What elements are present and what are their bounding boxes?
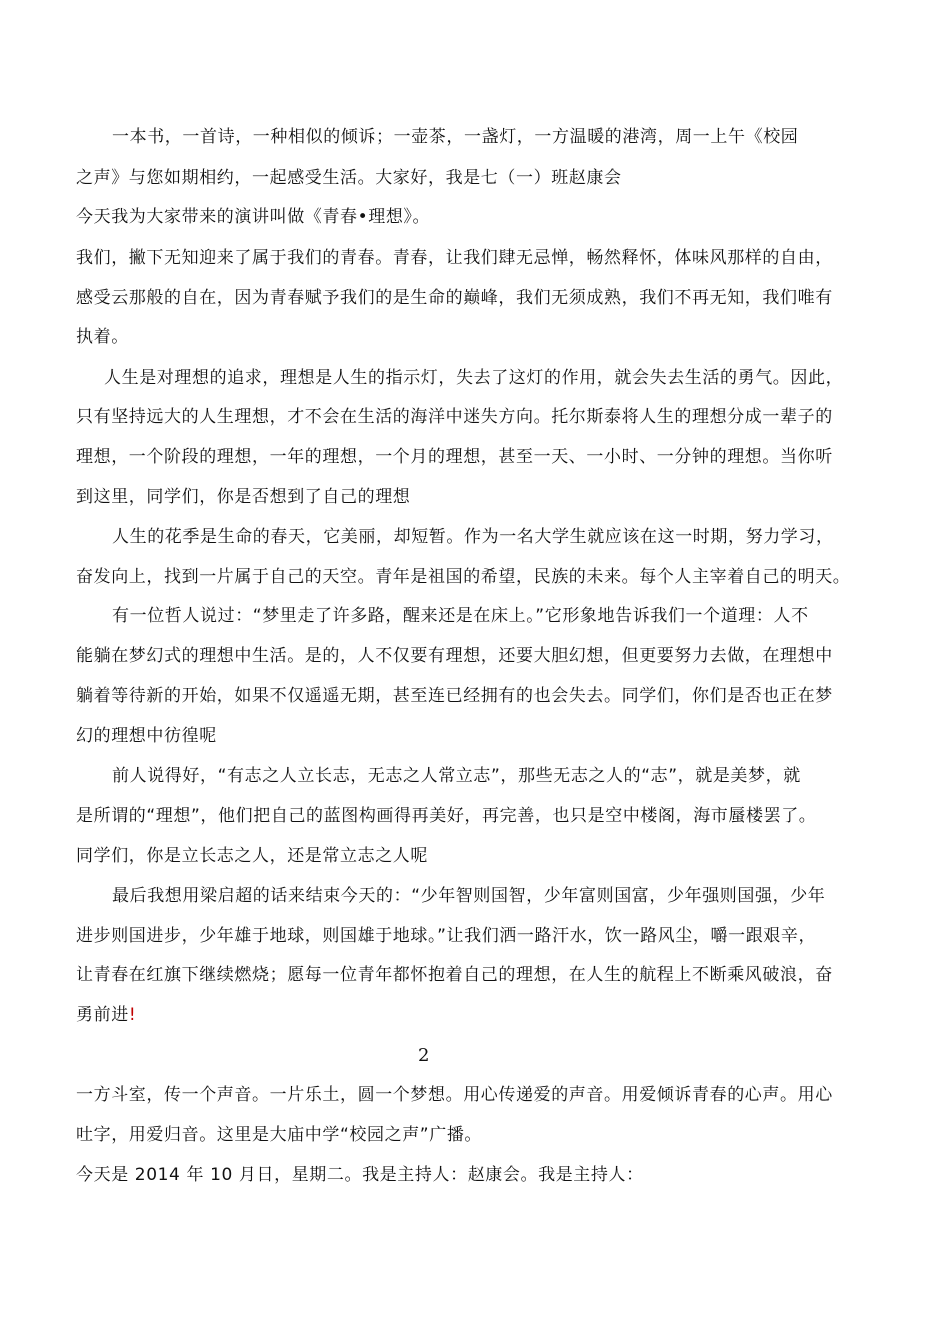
youth-line-2: 感受云那般的自在，因为青春赋予我们的是生命的巅峰，我们无须成熟，我们不再无知，我们唯有	[76, 288, 833, 308]
dream-line-3: 躺着等待新的开始，如果不仅遥遥无期，甚至连已经拥有的也会失去。同学们，你们是否也正在梦	[76, 686, 833, 706]
exclamation-mark: !	[128, 1005, 137, 1025]
final-line-2: 进步则国进步，少年雄于地球，则国雄于地球。”让我们洒一路汗水，饮一路风尘，嚼一跟艰辛，	[76, 926, 817, 946]
intro-line-1: 一本书，一首诗，一种相似的倾诉；一壶茶，一盏灯，一方温暖的港湾，周一上午《校园	[112, 127, 799, 147]
youth-line-1: 我们，撇下无知迎来了属于我们的青春。青春，让我们肆无忌惮，畅然释怀，体味风那样的自由，	[76, 248, 833, 268]
broadcast-line-3: 今天是 2014 年 10 月日，星期二。我是主持人：赵康会。我是主持人：	[76, 1165, 644, 1185]
ambition-line-3: 同学们，你是立长志之人，还是常立志之人呢	[76, 846, 428, 866]
page-number: 2	[418, 1045, 430, 1066]
youth-line-3: 执着。	[76, 327, 129, 347]
intro-line-2: 之声》与您如期相约，一起感受生活。大家好，我是七（一）班赵康会	[76, 168, 622, 188]
dream-line-1: 有一位哲人说过：“梦里走了许多路，醒来还是在床上。”它形象地告诉我们一个道理：人不	[112, 606, 809, 626]
broadcast-line-2: 吐字，用爱归音。这里是大庙中学“校园之声”广播。	[76, 1125, 483, 1145]
ambition-line-2: 是所谓的“理想”，他们把自己的蓝图构画得再美好，再完善，也只是空中楼阁，海市蜃楼罢了。	[76, 806, 817, 826]
intro-line-3: 今天我为大家带来的演讲叫做《青春•理想》。	[76, 207, 431, 227]
season-line-2: 奋发向上，找到一片属于自己的天空。青年是祖国的希望，民族的未来。每个人主宰着自己的明天。	[76, 567, 851, 587]
ideal-line-4: 到这里，同学们，你是否想到了自己的理想	[76, 487, 411, 507]
dream-line-4: 幻的理想中彷徨呢	[76, 726, 217, 746]
ideal-line-3: 理想，一个阶段的理想，一年的理想，一个月的理想，甚至一天、一小时、一分钟的理想。当你听	[76, 447, 833, 467]
broadcast-line-1: 一方斗室，传一个声音。一片乐土，圆一个梦想。用心传递爱的声音。用爱倾诉青春的心声。用心	[76, 1085, 833, 1105]
final-line-4	[76, 1003, 136, 1027]
dream-line-2: 能躺在梦幻式的理想中生活。是的，人不仅要有理想，还要大胆幻想，但更要努力去做，在理想中	[76, 646, 833, 666]
final-line-4-text: 勇前进	[76, 1005, 129, 1025]
ideal-line-1: 人生是对理想的追求，理想是人生的指示灯，失去了这灯的作用，就会失去生活的勇气。因此，	[104, 368, 844, 388]
ideal-line-2: 只有坚持远大的人生理想，才不会在生活的海洋中迷失方向。托尔斯泰将人生的理想分成一辈子的	[76, 407, 833, 427]
season-line-1: 人生的花季是生命的春天，它美丽，却短暂。作为一名大学生就应该在这一时期，努力学习，	[112, 527, 834, 547]
ambition-line-1: 前人说得好，“有志之人立长志，无志之人常立志”，那些无志之人的“志”，就是美梦，就	[112, 766, 801, 786]
final-line-1: 最后我想用梁启超的话来结束今天的：“少年智则国智，少年富则国富，少年强则国强，少年	[112, 886, 826, 906]
final-line-3: 让青春在红旗下继续燃烧；愿每一位青年都怀抱着自己的理想，在人生的航程上不断乘风破浪，奋	[76, 965, 833, 985]
